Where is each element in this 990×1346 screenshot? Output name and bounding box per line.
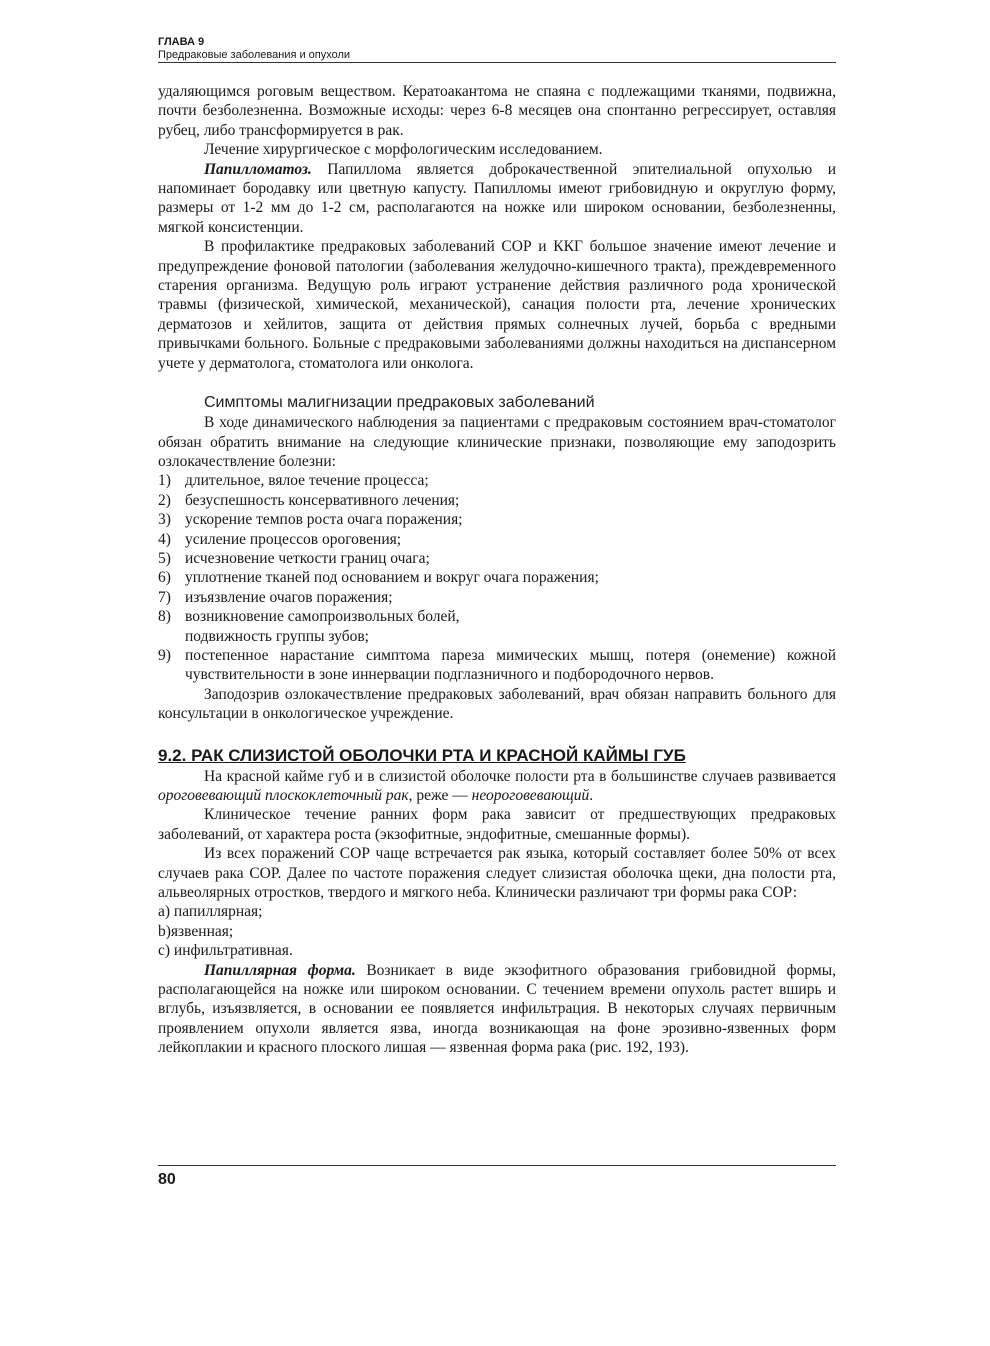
list-number: 6) [158,569,171,587]
list-item [158,646,836,685]
paragraph-papillary-form [158,961,836,1058]
chapter-label: ГЛАВА 9 [158,36,205,48]
chapter-subtitle: Предраковые заболевания и опухоли [158,49,351,61]
symptoms-intro: В ходе динамического наблюдения за пациентами с предраковым состоянием врач-стоматолог обязан обратить внимание на следующие клинические признаки, позволяющие ему заподозрить озлокачествление болезни: [158,414,836,470]
paragraph-cancer-types [158,767,836,806]
symptoms-heading: Симптомы малигнизации предраковых заболеваний [204,394,595,412]
list-text: безуспешность консервативного лечения; [185,491,460,509]
list-number: 5) [158,549,171,567]
list-text: изъязвление очагов поражения; [185,588,393,606]
text-run: , реже — [408,787,472,804]
term-nonkeratinizing: неороговевающий [471,787,590,804]
section-heading: 9.2. РАК СЛИЗИСТОЙ ОБОЛОЧКИ РТА И КРАСНОЙ КАЙМЫ ГУБ [158,745,686,765]
text-run: . [589,787,594,804]
list-number: 3) [158,511,171,529]
list-item [158,549,836,568]
page-number: 80 [158,1171,176,1188]
forms-list [158,902,836,960]
text-run: На красной кайме губ и в слизистой оболочке полости рта в большинстве случаев развивается [204,767,836,785]
list-text: возникновение самопроизвольных болей, [185,608,460,626]
footer-rule [158,1165,836,1166]
page-body [158,82,836,1058]
list-text: постепенное нарастание симптома пареза мимических мышц, потеря (онемение) кожной чувствительности в зоне иннервации подглазничного и подбородочного нервов. [185,646,836,684]
list-text: исчезновение четкости границ очага; [185,549,430,567]
paragraph-papillomatosis [158,160,836,238]
list-item: c) инфильтративная. [158,942,293,960]
paragraph-clinical-course: Клиническое течение ранних форм рака зависит от предшествующих предраковых заболеваний, от характера роста (экзофитные, эндофитные, смешанные формы). [158,806,836,843]
paragraph-tongue-cancer: Из всех поражений СОР чаще встречается рак языка, который составляет более 50% от всех случаев рака СОР. Далее по частоте поражения следует слизистая оболочка щеки, дна полости рта, альвеолярных отростков, твердого и мягкого неба. Клинически различают три формы рака СОР: [158,845,836,902]
list-item [158,491,836,510]
symptoms-list [158,471,836,684]
running-header [158,36,836,62]
list-text: усиление процессов ороговения; [185,530,402,548]
header-rule [158,62,836,63]
symptoms-conclusion: Заподозрив озлокачествление предраковых заболеваний, врач обязан направить больного для консультации в онкологическое учреждение. [158,685,836,723]
list-item [158,471,836,490]
list-item [158,607,836,646]
term-papillomatosis: Папилломатоз. [204,160,312,178]
list-text-continued: подвижность группы зубов; [185,627,369,645]
list-text: уплотнение тканей под основанием и вокруг очага поражения; [185,569,599,587]
list-number: 8) [158,608,171,626]
papillomatosis-text: Папиллома является доброкачественной эпителиальной опухолью и напоминает бородавку или цветную капусту. Папилломы имеют грибовидную и округлую форму, размеры от 1-2 мм до 1-2 см, располагаются на ножке или широком основании, безболезненны, мягкой консистенции. [158,160,836,236]
paragraph-keratoacanthoma: удаляющимся роговым веществом. Кератоакантома не спаяна с подлежащими тканями, подвижна, почти безболезненна. Возможные исходы: через 6-8 месяцев она спонтанно регрессирует, оставляя рубец, либо трансформируется в рак. [158,83,836,139]
papillary-form-text: Возникает в виде экзофитного образования грибовидной формы, располагающейся на ножке или широком основании. С течением времени опухоль растет вширь и вглубь, изъязвляется, в основании ее появляется инфильтрация. В некоторых случаях первичным проявлением опухоли является язва, иногда возникающая на фоне эрозивно-язвенных форм лейкоплакии и красного плоского лишая — язвенная форма рака (рис. 192, 193). [158,961,836,1057]
term-papillary-form: Папиллярная форма. [204,961,356,979]
list-number: 7) [158,588,171,606]
list-number: 2) [158,491,171,509]
list-number: 9) [158,646,171,664]
list-number: 4) [158,530,171,548]
paragraph-prevention: В профилактике предраковых заболеваний СОР и ККГ большое значение имеют лечение и предупреждение фоновой патологии (заболевания желудочно-кишечного тракта), преждевременного старения организма. Ведущую роль играют устранение действия различного рода хронической травмы (физической, химической, механической), санация полости рта, лечение хронических дерматозов и хейлитов, защита от действия прямых солнечных лучей, борьба с вредными привычками больного. Больные с предраковыми заболеваниями должны находиться на диспансерном учете у дерматолога, стоматолога или онколога. [158,238,836,372]
list-text: ускорение темпов роста очага поражения; [185,511,463,529]
term-keratinizing: ороговевающий плоскоклеточный рак [158,787,409,804]
list-number: 1) [158,472,171,490]
list-item [158,588,836,607]
list-text: длительное, вялое течение процесса; [185,472,429,490]
list-item [158,530,836,549]
list-item [158,510,836,529]
list-item: a) папиллярная; [158,903,263,921]
list-item [158,568,836,587]
list-item: b)язвенная; [158,922,234,940]
paragraph-treatment: Лечение хирургическое с морфологическим исследованием. [204,141,603,159]
